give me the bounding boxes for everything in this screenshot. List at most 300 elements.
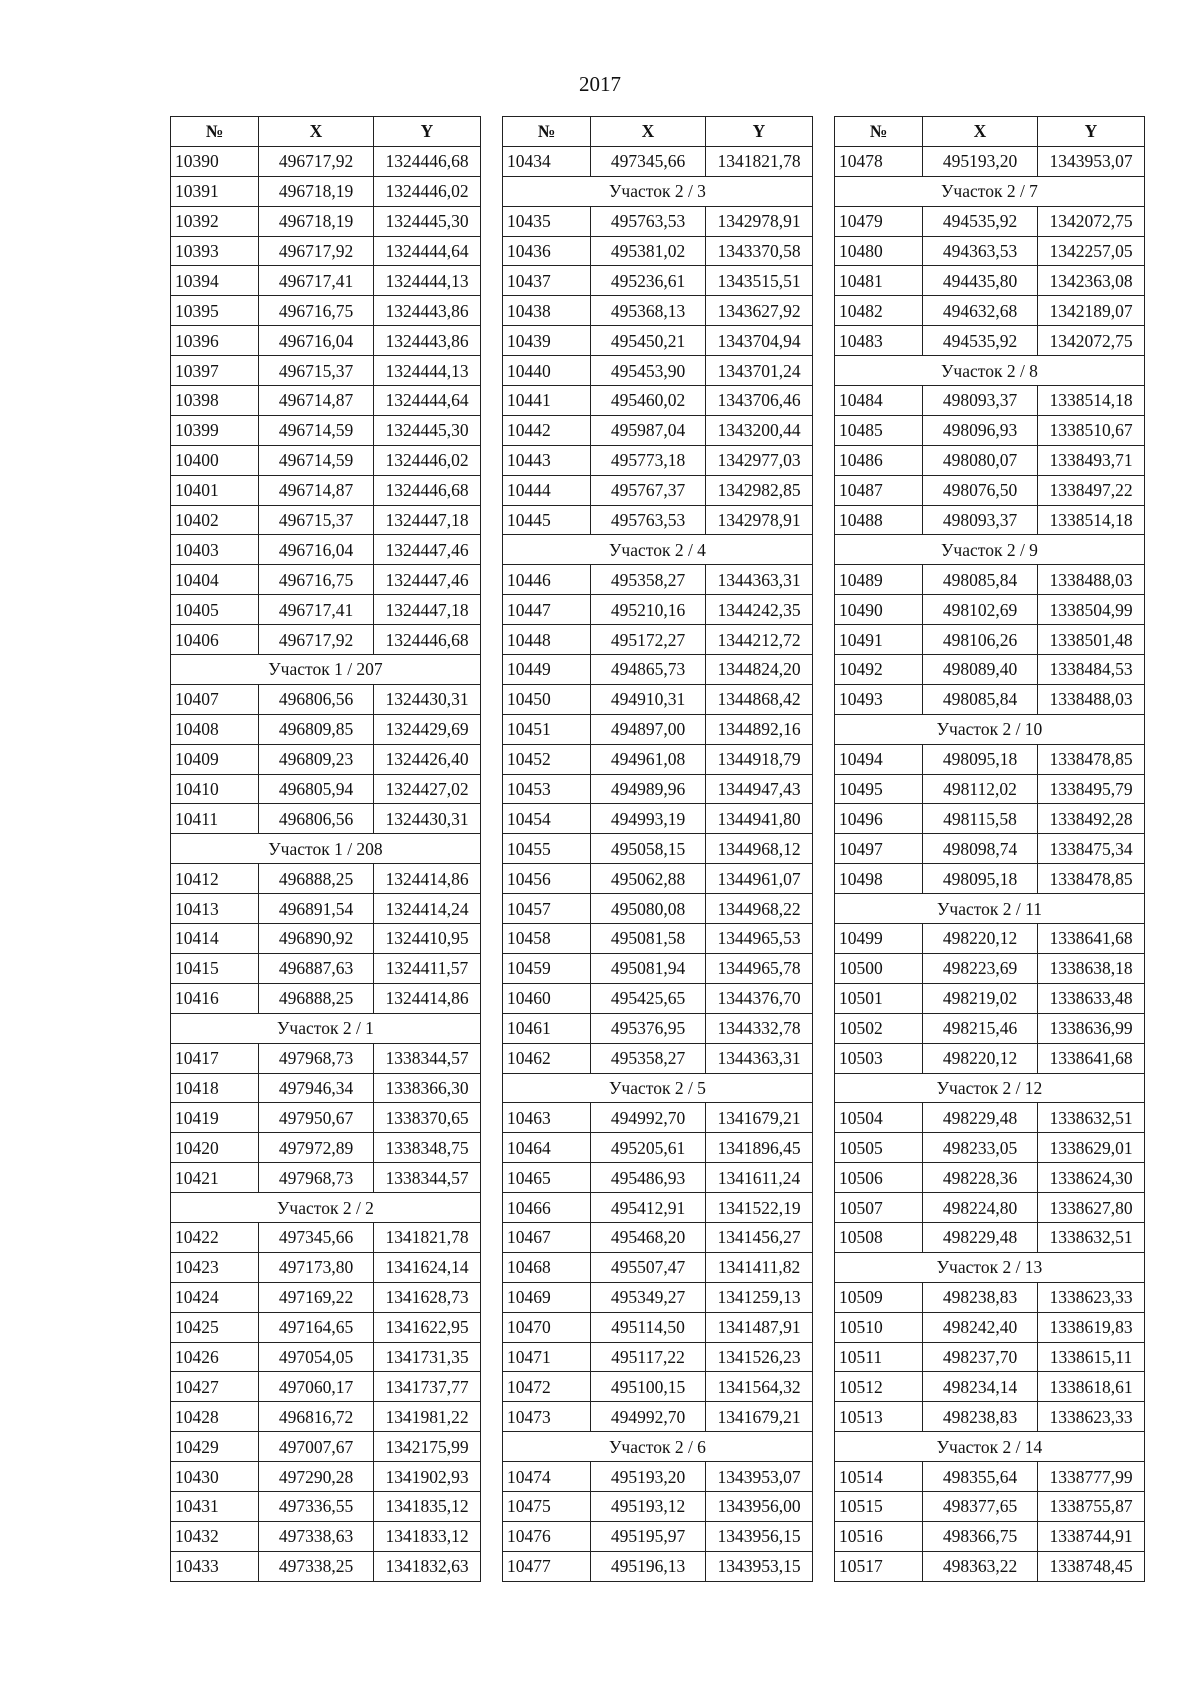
- number-cell: 10493: [835, 684, 923, 714]
- table-header-row: [171, 117, 481, 147]
- table-row: [171, 206, 481, 236]
- x-cell: 495368,13: [591, 296, 706, 326]
- x-cell: 496809,23: [259, 744, 374, 774]
- y-cell: 1341456,27: [706, 1222, 813, 1252]
- number-cell: 10413: [171, 894, 259, 924]
- table-row: [171, 565, 481, 595]
- y-cell: 1342978,91: [706, 206, 813, 236]
- table-row: [171, 176, 481, 206]
- x-cell: 498366,75: [923, 1521, 1038, 1551]
- x-cell: 498237,70: [923, 1342, 1038, 1372]
- table-row: [171, 146, 481, 176]
- number-cell: 10439: [503, 326, 591, 356]
- number-cell: 10403: [171, 535, 259, 565]
- number-cell: 10490: [835, 595, 923, 625]
- y-cell: 1324414,86: [374, 983, 481, 1013]
- x-cell: 496888,25: [259, 864, 374, 894]
- header-x: X: [591, 117, 706, 147]
- x-cell: 496715,37: [259, 356, 374, 386]
- number-cell: 10509: [835, 1282, 923, 1312]
- number-cell: 10420: [171, 1133, 259, 1163]
- y-cell: 1341832,63: [374, 1551, 481, 1581]
- number-cell: 10416: [171, 983, 259, 1013]
- y-cell: 1324447,18: [374, 595, 481, 625]
- number-cell: 10506: [835, 1163, 923, 1193]
- table-row: [835, 1193, 1145, 1223]
- x-cell: 496714,59: [259, 415, 374, 445]
- table-row: [835, 953, 1145, 983]
- x-cell: 497338,25: [259, 1551, 374, 1581]
- table-row: [503, 744, 813, 774]
- x-cell: 496816,72: [259, 1402, 374, 1432]
- y-cell: 1338618,61: [1038, 1372, 1145, 1402]
- number-cell: 10425: [171, 1312, 259, 1342]
- number-cell: 10453: [503, 774, 591, 804]
- y-cell: 1341411,82: [706, 1252, 813, 1282]
- number-cell: 10401: [171, 475, 259, 505]
- number-cell: 10510: [835, 1312, 923, 1342]
- number-cell: 10449: [503, 655, 591, 685]
- number-cell: 10473: [503, 1402, 591, 1432]
- y-cell: 1324444,64: [374, 386, 481, 416]
- y-cell: 1324444,13: [374, 356, 481, 386]
- number-cell: 10450: [503, 684, 591, 714]
- x-cell: 496718,19: [259, 176, 374, 206]
- x-cell: 497968,73: [259, 1043, 374, 1073]
- y-cell: 1324410,95: [374, 924, 481, 954]
- table-row: [835, 415, 1145, 445]
- x-cell: 495193,20: [591, 1462, 706, 1492]
- x-cell: 497290,28: [259, 1462, 374, 1492]
- y-cell: 1344947,43: [706, 774, 813, 804]
- number-cell: 10489: [835, 565, 923, 595]
- number-cell: 10448: [503, 625, 591, 655]
- y-cell: 1324447,46: [374, 565, 481, 595]
- number-cell: 10440: [503, 356, 591, 386]
- x-cell: 494632,68: [923, 296, 1038, 326]
- table-row: [835, 774, 1145, 804]
- table-row: [503, 1043, 813, 1073]
- table-row: [171, 864, 481, 894]
- y-cell: 1343953,07: [1038, 146, 1145, 176]
- table-row: [503, 356, 813, 386]
- y-cell: 1324446,02: [374, 176, 481, 206]
- number-cell: 10503: [835, 1043, 923, 1073]
- x-cell: 495100,15: [591, 1372, 706, 1402]
- number-cell: 10421: [171, 1163, 259, 1193]
- number-cell: 10444: [503, 475, 591, 505]
- x-cell: 495486,93: [591, 1163, 706, 1193]
- table-row: [503, 1521, 813, 1551]
- y-cell: 1324426,40: [374, 744, 481, 774]
- y-cell: 1341821,78: [706, 146, 813, 176]
- coordinates-table-1: [170, 116, 481, 1582]
- number-cell: 10394: [171, 266, 259, 296]
- number-cell: 10462: [503, 1043, 591, 1073]
- y-cell: 1341624,14: [374, 1252, 481, 1282]
- table-row: [171, 296, 481, 326]
- y-cell: 1344824,20: [706, 655, 813, 685]
- table-row: [835, 804, 1145, 834]
- x-cell: 498229,48: [923, 1222, 1038, 1252]
- section-title: Участок 2 / 12: [835, 1073, 1145, 1103]
- y-cell: 1344363,31: [706, 1043, 813, 1073]
- table-row: [835, 684, 1145, 714]
- y-cell: 1344242,35: [706, 595, 813, 625]
- section-row: [835, 1432, 1145, 1462]
- y-cell: 1338748,45: [1038, 1551, 1145, 1581]
- number-cell: 10412: [171, 864, 259, 894]
- y-cell: 1341833,12: [374, 1521, 481, 1551]
- x-cell: 498102,69: [923, 595, 1038, 625]
- table-row: [171, 475, 481, 505]
- x-cell: 495172,27: [591, 625, 706, 655]
- number-cell: 10500: [835, 953, 923, 983]
- table-row: [503, 1312, 813, 1342]
- number-cell: 10488: [835, 505, 923, 535]
- number-cell: 10511: [835, 1342, 923, 1372]
- x-cell: 495763,53: [591, 505, 706, 535]
- y-cell: 1341835,12: [374, 1491, 481, 1521]
- y-cell: 1342257,05: [1038, 236, 1145, 266]
- section-row: [171, 1013, 481, 1043]
- number-cell: 10408: [171, 714, 259, 744]
- table-row: [503, 1372, 813, 1402]
- x-cell: 498220,12: [923, 1043, 1038, 1073]
- section-row: [835, 1252, 1145, 1282]
- section-title: Участок 2 / 3: [503, 176, 813, 206]
- x-cell: 495196,13: [591, 1551, 706, 1581]
- x-cell: 498242,40: [923, 1312, 1038, 1342]
- table-row: [503, 953, 813, 983]
- x-cell: 496891,54: [259, 894, 374, 924]
- number-cell: 10501: [835, 983, 923, 1013]
- table-row: [171, 1043, 481, 1073]
- x-cell: 497164,65: [259, 1312, 374, 1342]
- y-cell: 1338615,11: [1038, 1342, 1145, 1372]
- number-cell: 10422: [171, 1222, 259, 1252]
- table-row: [171, 1312, 481, 1342]
- x-cell: 496717,41: [259, 266, 374, 296]
- x-cell: 495081,58: [591, 924, 706, 954]
- number-cell: 10464: [503, 1133, 591, 1163]
- x-cell: 494989,96: [591, 774, 706, 804]
- y-cell: 1324443,86: [374, 326, 481, 356]
- y-cell: 1344965,78: [706, 953, 813, 983]
- y-cell: 1338501,48: [1038, 625, 1145, 655]
- y-cell: 1344868,42: [706, 684, 813, 714]
- table-row: [835, 1163, 1145, 1193]
- x-cell: 495453,90: [591, 356, 706, 386]
- y-cell: 1324446,68: [374, 475, 481, 505]
- number-cell: 10399: [171, 415, 259, 445]
- header-y: Y: [1038, 117, 1145, 147]
- x-cell: 498093,37: [923, 505, 1038, 535]
- number-cell: 10415: [171, 953, 259, 983]
- table-row: [835, 1372, 1145, 1402]
- number-cell: 10451: [503, 714, 591, 744]
- table-row: [503, 415, 813, 445]
- x-cell: 495412,91: [591, 1193, 706, 1223]
- x-cell: 498234,14: [923, 1372, 1038, 1402]
- table-row: [503, 565, 813, 595]
- x-cell: 497968,73: [259, 1163, 374, 1193]
- x-cell: 496714,87: [259, 386, 374, 416]
- number-cell: 10458: [503, 924, 591, 954]
- y-cell: 1324429,69: [374, 714, 481, 744]
- y-cell: 1324443,86: [374, 296, 481, 326]
- header-x: X: [259, 117, 374, 147]
- y-cell: 1338627,80: [1038, 1193, 1145, 1223]
- number-cell: 10414: [171, 924, 259, 954]
- number-cell: 10417: [171, 1043, 259, 1073]
- table-row: [171, 894, 481, 924]
- number-cell: 10482: [835, 296, 923, 326]
- y-cell: 1324430,31: [374, 684, 481, 714]
- y-cell: 1343706,46: [706, 386, 813, 416]
- number-cell: 10396: [171, 326, 259, 356]
- table-row: [835, 625, 1145, 655]
- y-cell: 1344968,22: [706, 894, 813, 924]
- number-cell: 10486: [835, 445, 923, 475]
- y-cell: 1338624,30: [1038, 1163, 1145, 1193]
- number-cell: 10397: [171, 356, 259, 386]
- number-cell: 10475: [503, 1491, 591, 1521]
- table-row: [503, 834, 813, 864]
- number-cell: 10465: [503, 1163, 591, 1193]
- table-row: [171, 1133, 481, 1163]
- x-cell: 495987,04: [591, 415, 706, 445]
- x-cell: 498106,26: [923, 625, 1038, 655]
- section-row: [835, 714, 1145, 744]
- number-cell: 10432: [171, 1521, 259, 1551]
- number-cell: 10456: [503, 864, 591, 894]
- y-cell: 1342977,03: [706, 445, 813, 475]
- number-cell: 10433: [171, 1551, 259, 1581]
- y-cell: 1338475,34: [1038, 834, 1145, 864]
- x-cell: 496714,59: [259, 445, 374, 475]
- y-cell: 1338484,53: [1038, 655, 1145, 685]
- number-cell: 10517: [835, 1551, 923, 1581]
- number-cell: 10480: [835, 236, 923, 266]
- y-cell: 1338366,30: [374, 1073, 481, 1103]
- table-row: [835, 1133, 1145, 1163]
- x-cell: 495376,95: [591, 1013, 706, 1043]
- number-cell: 10470: [503, 1312, 591, 1342]
- x-cell: 494961,08: [591, 744, 706, 774]
- y-cell: 1338344,57: [374, 1043, 481, 1073]
- header-y: Y: [374, 117, 481, 147]
- x-cell: 495425,65: [591, 983, 706, 1013]
- number-cell: 10441: [503, 386, 591, 416]
- table-row: [503, 326, 813, 356]
- y-cell: 1338492,28: [1038, 804, 1145, 834]
- x-cell: 496716,75: [259, 296, 374, 326]
- number-cell: 10454: [503, 804, 591, 834]
- y-cell: 1338478,85: [1038, 864, 1145, 894]
- header-x: X: [923, 117, 1038, 147]
- table-row: [835, 983, 1145, 1013]
- table-row: [503, 266, 813, 296]
- header-number: №: [171, 117, 259, 147]
- y-cell: 1342363,08: [1038, 266, 1145, 296]
- x-cell: 494535,92: [923, 206, 1038, 236]
- x-cell: 495763,53: [591, 206, 706, 236]
- x-cell: 498238,83: [923, 1282, 1038, 1312]
- section-title: Участок 2 / 14: [835, 1432, 1145, 1462]
- y-cell: 1343627,92: [706, 296, 813, 326]
- number-cell: 10460: [503, 983, 591, 1013]
- number-cell: 10400: [171, 445, 259, 475]
- table-row: [171, 326, 481, 356]
- x-cell: 497169,22: [259, 1282, 374, 1312]
- x-cell: 494910,31: [591, 684, 706, 714]
- y-cell: 1324414,24: [374, 894, 481, 924]
- x-cell: 497950,67: [259, 1103, 374, 1133]
- number-cell: 10497: [835, 834, 923, 864]
- y-cell: 1341628,73: [374, 1282, 481, 1312]
- x-cell: 498096,93: [923, 415, 1038, 445]
- section-title: Участок 1 / 208: [171, 834, 481, 864]
- number-cell: 10513: [835, 1402, 923, 1432]
- section-title: Участок 2 / 7: [835, 176, 1145, 206]
- number-cell: 10505: [835, 1133, 923, 1163]
- number-cell: 10426: [171, 1342, 259, 1372]
- table-row: [171, 445, 481, 475]
- x-cell: 496717,92: [259, 236, 374, 266]
- y-cell: 1338514,18: [1038, 386, 1145, 416]
- coordinates-table-2: [502, 116, 813, 1582]
- table-row: [171, 714, 481, 744]
- table-row: [835, 595, 1145, 625]
- section-title: Участок 2 / 5: [503, 1073, 813, 1103]
- table-row: [503, 1103, 813, 1133]
- y-cell: 1341522,19: [706, 1193, 813, 1223]
- y-cell: 1342072,75: [1038, 206, 1145, 236]
- y-cell: 1338488,03: [1038, 684, 1145, 714]
- y-cell: 1324446,02: [374, 445, 481, 475]
- table-row: [171, 236, 481, 266]
- section-title: Участок 2 / 1: [171, 1013, 481, 1043]
- number-cell: 10502: [835, 1013, 923, 1043]
- table-row: [503, 1163, 813, 1193]
- x-cell: 498219,02: [923, 983, 1038, 1013]
- table-row: [503, 1282, 813, 1312]
- section-row: [503, 1432, 813, 1462]
- table-row: [171, 356, 481, 386]
- x-cell: 495210,16: [591, 595, 706, 625]
- x-cell: 495450,21: [591, 326, 706, 356]
- y-cell: 1338641,68: [1038, 924, 1145, 954]
- y-cell: 1344965,53: [706, 924, 813, 954]
- number-cell: 10437: [503, 266, 591, 296]
- x-cell: 495349,27: [591, 1282, 706, 1312]
- table-row: [503, 625, 813, 655]
- table-row: [171, 1402, 481, 1432]
- table-row: [503, 1013, 813, 1043]
- section-row: [835, 176, 1145, 206]
- x-cell: 498098,74: [923, 834, 1038, 864]
- number-cell: 10434: [503, 146, 591, 176]
- y-cell: 1344376,70: [706, 983, 813, 1013]
- x-cell: 495460,02: [591, 386, 706, 416]
- y-cell: 1338495,79: [1038, 774, 1145, 804]
- number-cell: 10483: [835, 326, 923, 356]
- table-row: [171, 1222, 481, 1252]
- table-row: [835, 655, 1145, 685]
- x-cell: 498085,84: [923, 565, 1038, 595]
- x-cell: 497972,89: [259, 1133, 374, 1163]
- y-cell: 1338488,03: [1038, 565, 1145, 595]
- x-cell: 498228,36: [923, 1163, 1038, 1193]
- table-row: [171, 1103, 481, 1133]
- y-cell: 1338504,99: [1038, 595, 1145, 625]
- x-cell: 498089,40: [923, 655, 1038, 685]
- table-row: [171, 1551, 481, 1581]
- table-row: [835, 445, 1145, 475]
- y-cell: 1341679,21: [706, 1103, 813, 1133]
- x-cell: 496718,19: [259, 206, 374, 236]
- table-row: [835, 1312, 1145, 1342]
- number-cell: 10467: [503, 1222, 591, 1252]
- number-cell: 10431: [171, 1491, 259, 1521]
- number-cell: 10463: [503, 1103, 591, 1133]
- table-row: [503, 505, 813, 535]
- number-cell: 10392: [171, 206, 259, 236]
- table-row: [503, 445, 813, 475]
- table-row: [503, 1551, 813, 1581]
- page-number: 2017: [579, 72, 621, 96]
- number-cell: 10390: [171, 146, 259, 176]
- table-row: [171, 983, 481, 1013]
- table-row: [835, 505, 1145, 535]
- y-cell: 1324430,31: [374, 804, 481, 834]
- y-cell: 1341896,45: [706, 1133, 813, 1163]
- y-cell: 1343515,51: [706, 266, 813, 296]
- number-cell: 10409: [171, 744, 259, 774]
- number-cell: 10423: [171, 1252, 259, 1282]
- x-cell: 494993,19: [591, 804, 706, 834]
- table-row: [503, 804, 813, 834]
- table-row: [835, 1282, 1145, 1312]
- table-row: [835, 266, 1145, 296]
- number-cell: 10498: [835, 864, 923, 894]
- table-row: [503, 475, 813, 505]
- y-cell: 1344961,07: [706, 864, 813, 894]
- x-cell: 496714,87: [259, 475, 374, 505]
- section-title: Участок 2 / 9: [835, 535, 1145, 565]
- x-cell: 495062,88: [591, 864, 706, 894]
- y-cell: 1341737,77: [374, 1372, 481, 1402]
- y-cell: 1341981,22: [374, 1402, 481, 1432]
- y-cell: 1343701,24: [706, 356, 813, 386]
- table-row: [503, 1133, 813, 1163]
- header-number: №: [503, 117, 591, 147]
- y-cell: 1342978,91: [706, 505, 813, 535]
- number-cell: 10410: [171, 774, 259, 804]
- table-row: [503, 146, 813, 176]
- x-cell: 496805,94: [259, 774, 374, 804]
- y-cell: 1343200,44: [706, 415, 813, 445]
- number-cell: 10446: [503, 565, 591, 595]
- number-cell: 10452: [503, 744, 591, 774]
- x-cell: 496806,56: [259, 804, 374, 834]
- x-cell: 496890,92: [259, 924, 374, 954]
- y-cell: 1338632,51: [1038, 1222, 1145, 1252]
- number-cell: 10504: [835, 1103, 923, 1133]
- table-row: [835, 744, 1145, 774]
- number-cell: 10429: [171, 1432, 259, 1462]
